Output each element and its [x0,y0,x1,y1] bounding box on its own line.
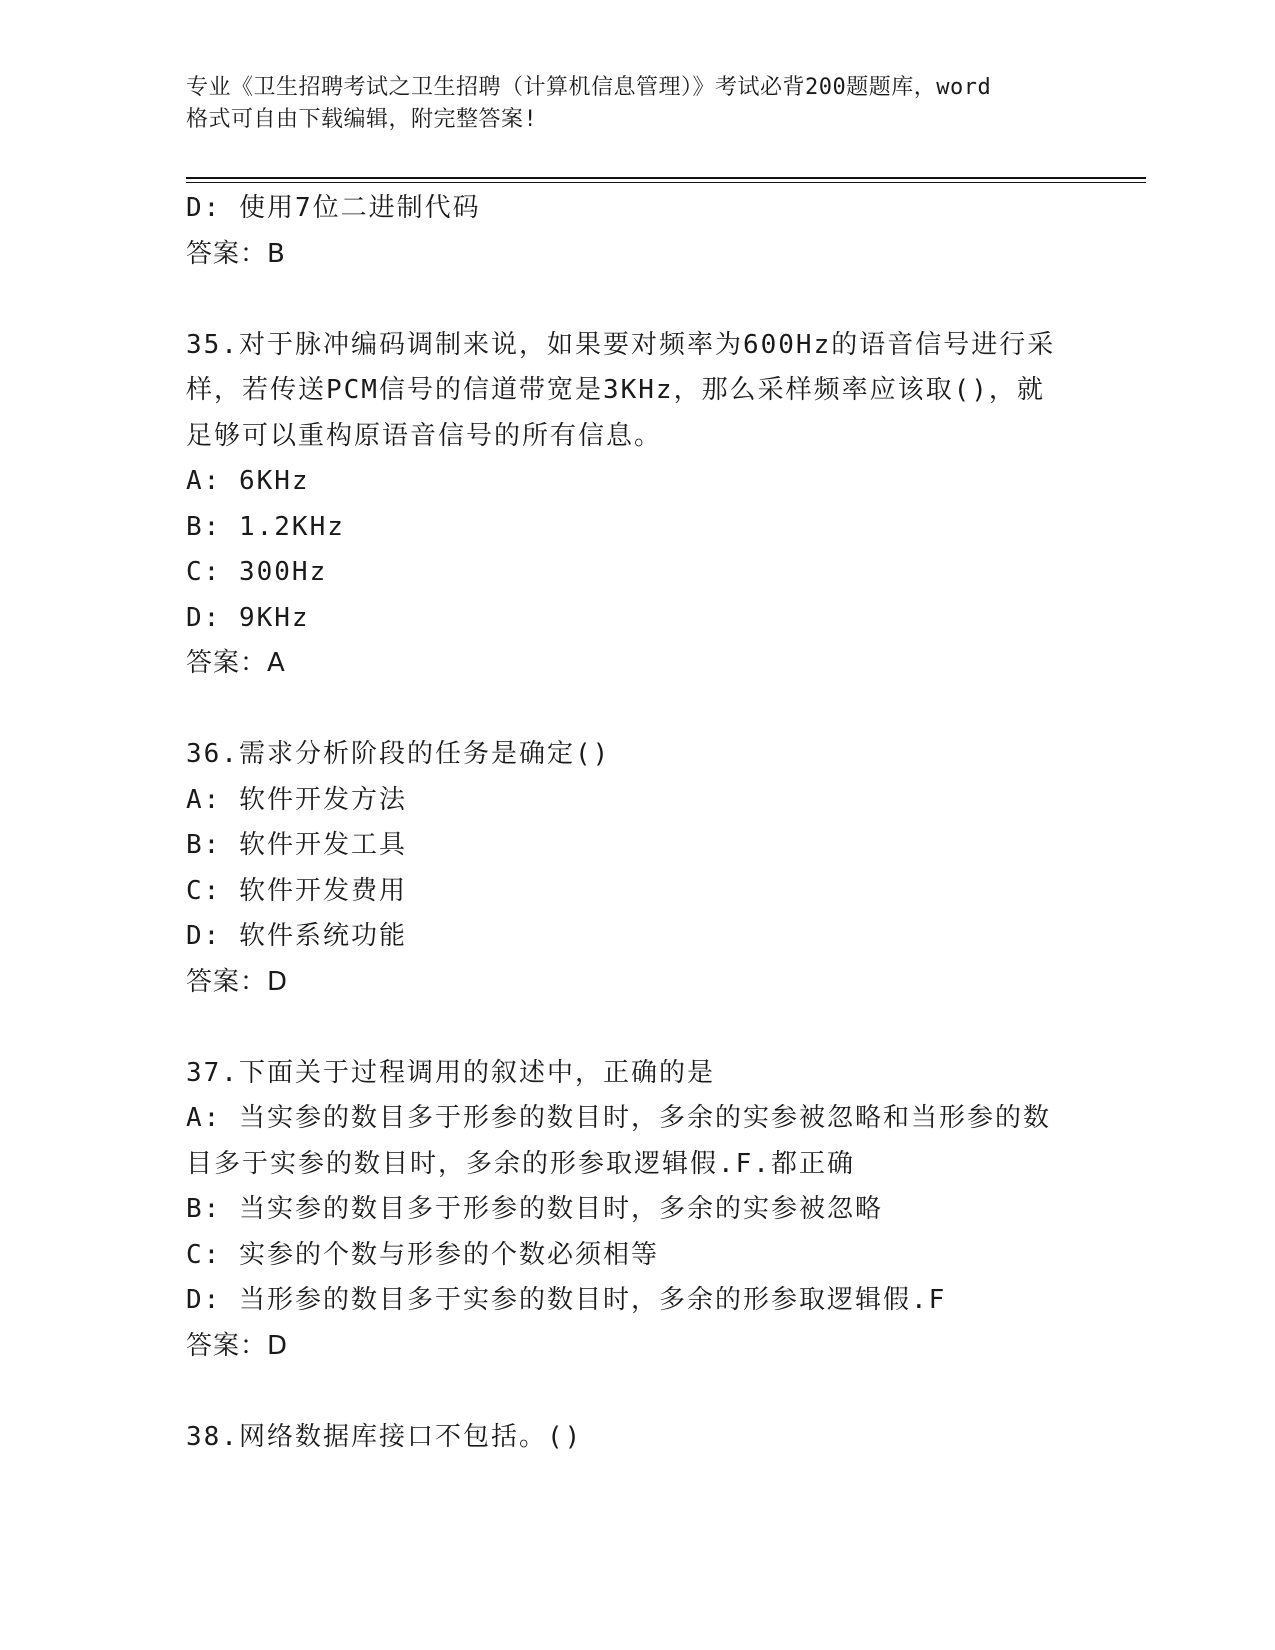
answer-label: 答案：A [186,648,286,678]
option-d: D: 9KHz [186,602,310,633]
option-d: D: 软件系统功能 [186,921,407,951]
answer-label: 答案：D [186,1330,289,1361]
option-a: A: 当实参的数目多于形参的数目时，多余的实参被忽略和当形参的数 [186,1103,1051,1133]
question-36 [186,732,1086,1005]
answer-label: 答案：D [186,966,289,997]
spacer [186,687,1086,733]
header-line-2: 格式可自由下载编辑，附完整答案! [186,107,538,132]
question-38 [186,1415,1086,1461]
header-divider-thick [186,177,1146,179]
option-d: D: 当形参的数目多于实参的数目时，多余的形参取逻辑假.F [186,1285,947,1315]
spacer [186,277,1086,323]
answer-label: 答案：B [186,238,286,269]
previous-question-tail [186,186,1086,277]
option-c: C: 软件开发费用 [186,875,407,906]
spacer [186,1369,1086,1415]
header-line-1: 专业《卫生招聘考试之卫生招聘（计算机信息管理）》考试必背200题题库，word [186,75,992,100]
option-b: B: 软件开发工具 [186,830,407,860]
question-content [186,186,1086,1460]
option-a: A: 软件开发方法 [186,784,407,815]
question-text-line: 足够可以重构原语音信号的所有信息。 [186,420,663,451]
option-d: D: 使用7位二进制代码 [186,193,481,223]
question-text-line: 37.下面关于过程调用的叙述中，正确的是 [186,1057,715,1088]
option-b: B: 当实参的数目多于形参的数目时，多余的实参被忽略 [186,1194,883,1224]
question-text-line: 36.需求分析阶段的任务是确定() [186,739,611,769]
option-c: C: 300Hz [186,557,328,587]
option-c: C: 实参的个数与形参的个数必须相等 [186,1239,659,1270]
option-a: A: 6KHz [186,466,310,496]
option-b: B: 1.2KHz [186,511,345,542]
question-37 [186,1051,1086,1370]
question-35 [186,323,1086,687]
option-a-continuation: 目多于实参的数目时，多余的形参取逻辑假.F.都正确 [186,1148,855,1179]
question-text-line: 样，若传送PCM信号的信道带宽是3KHz，那么采样频率应该取()，就 [186,375,1045,405]
question-text-line: 38.网络数据库接口不包括。() [186,1421,583,1452]
header-divider-thin [186,182,1146,183]
question-text-line: 35.对于脉冲编码调制来说，如果要对频率为600Hz的语音信号进行采 [186,329,1056,360]
document-header [186,72,1086,136]
spacer [186,1005,1086,1051]
